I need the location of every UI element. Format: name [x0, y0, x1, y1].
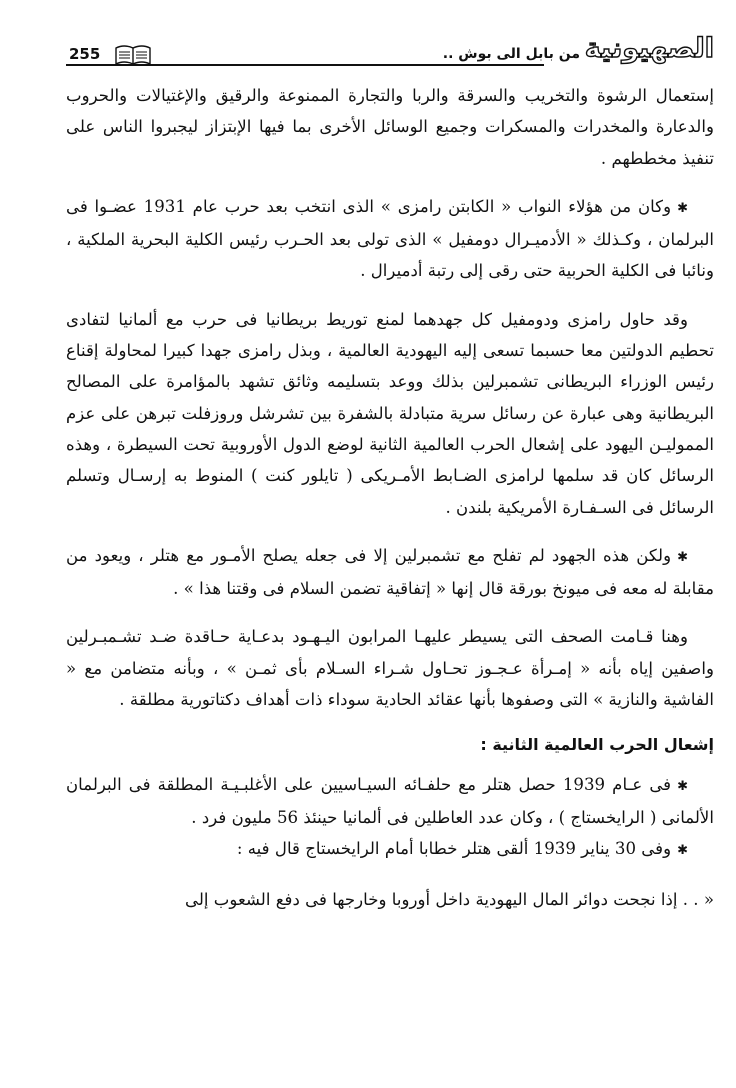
- star-bullet-icon: ✱: [677, 200, 689, 216]
- running-header: [66, 32, 714, 74]
- book-title: الصهيونية: [584, 33, 714, 64]
- paragraph-text: وفى 30 يناير 1939 ألقى هتلر خطابا أمام الرايخستاج قال فيه :: [236, 839, 672, 859]
- paragraph: إستعمال الرشوة والتخريب والسرقة والربا والتجارة الممنوعة والرقيق والإغتيالات والحروب والدعارة والمخدرات والمسكرات وجميع الوسائل الأخرى بما فيها الإبتزاز ليجبروا الناس على تنفيذ مخططهم .: [66, 86, 714, 168]
- star-bullet-icon: ✱: [677, 549, 688, 565]
- paragraph-text: وكان من هؤلاء النواب « الكابتن رامزى » الذى انتخب بعد حرب عام 1931 عضـوا فى البرلمان ، وكـذلك « الأدميـرال دومفيل » الذى تولى بعد الحـرب رئيس الكلية البحرية الملكية ، ونائبا فى الكلية الحربية حتى رقى إلى رتبة أدميرال .: [66, 196, 714, 281]
- paragraph: [66, 191, 714, 287]
- paragraph-text: فى عـام 1939 حصل هتلر مع حلفـائه السيـاسيين على الأغلبـيـة المطلقة فى البرلمان الألمانى ( الرايخستاج ) ، وكان عدد العاطلين فى ألمانيا حينئذ 56 مليون فرد .: [66, 774, 714, 827]
- quote-paragraph: « . . إذا نجحت دوائر المال اليهودية داخل أوروبا وخارجها فى دفع الشعوب إلى: [185, 889, 714, 909]
- paragraph: وهنا قـامت الصحف التى يسيطر عليهـا المرابون اليـهـود بدعـاية حـاقدة ضـد تشـمبـرلين واصفين إياه بأنه « إمـرأة عـجـوز تحـاول شـراء السـلام بأى ثمـن » ، وبأنه متضامن مع « الفاشية والنازية » التى وصفوها بأنها عقائد الحادية سوداء ذات أهداف دكتاتورية مطلقة .: [66, 627, 714, 710]
- page-body: [66, 80, 714, 915]
- paragraph: [66, 769, 714, 834]
- paragraph: [66, 833, 714, 866]
- open-book-icon: [114, 42, 152, 66]
- page-number: 255: [66, 44, 103, 64]
- star-bullet-icon: ✱: [677, 843, 688, 859]
- paragraph: وقد حاول رامزى ودومفيل كل جهدهما لمنع توريط بريطانيا فى حرب مع ألمانيا لتفادى تحطيم الدولتين معا حسبما تسعى إليه اليهودية العالمية ، وبذل رامزى جهدا كبيرا لمحاولة إقناع رئيس الوزراء البريطانى تشمبرلين بذلك ووعد بتسليمه وثائق تشهد بالمؤامرة على المصالح البريطانية وهى عبارة عن رسائل سرية متبادلة بالشفرة بين تشرشل وروزفلت تبرهن على عزم المموليـن اليهود على إشعال الحرب العالمية الثانية لوضع الدول الأوروبية تحت السيطرة ، وهذه الرسائل كان قد سلمها لرامزى الضـابط الأمـريكى ( تايلور كنت ) المنوط به إرسـال وتسلم الرسائل فى السـفـارة الأمريكية بلندن .: [66, 309, 714, 517]
- book-subtitle: من بابل الى بوش ..: [439, 44, 584, 64]
- section-heading: إشعال الحرب العالمية الثانية :: [480, 735, 714, 755]
- star-bullet-icon: ✱: [677, 778, 689, 794]
- paragraph: [66, 540, 714, 605]
- paragraph-text: ولكن هذه الجهود لم تفلح مع تشمبرلين إلا فى جعله يصلح الأمـور مع هتلر ، ويعود من مقابلة له معه فى ميونخ بورقة قال إنها « إتفاقية تضمن السلام فى وقتنا هذا » .: [66, 545, 714, 599]
